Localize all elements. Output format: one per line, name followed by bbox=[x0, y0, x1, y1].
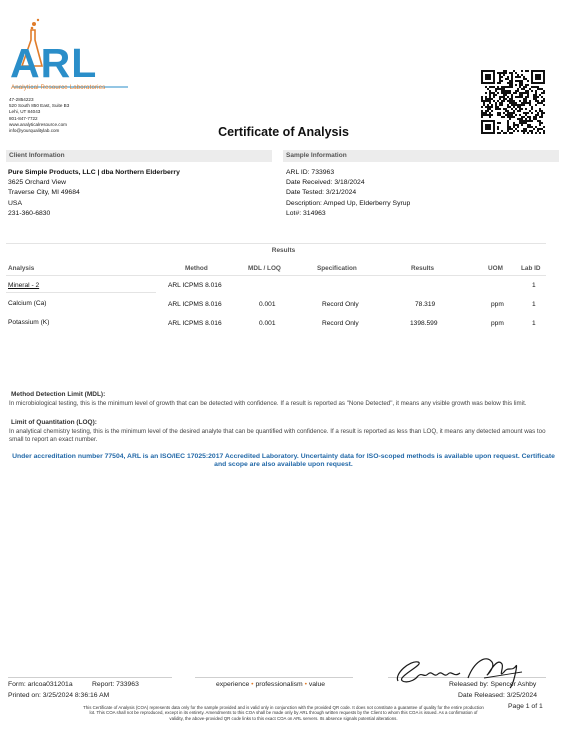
table-cell: 1398.599 bbox=[410, 320, 438, 327]
col-results: Results bbox=[411, 265, 435, 272]
loq-text: In analytical chemistry testing, this is the minimum level of the desired analyte that can be quantified with confidence. If a result is reported as less than LOQ, it means any detected amount was too small to report an exact number. bbox=[9, 428, 546, 443]
col-method: Method bbox=[185, 265, 208, 272]
address-line: 520 South 850 East, Suite B3 bbox=[9, 103, 70, 109]
table-cell: ARL ICPMS 8.016 bbox=[168, 282, 222, 289]
address-line[interactable]: info@yourqualitylab.com bbox=[9, 128, 60, 134]
table-cell: 1 bbox=[532, 282, 536, 289]
table-cell: Calcium (Ca) bbox=[8, 300, 47, 307]
dot-icon: • bbox=[251, 681, 254, 688]
page-number: Page 1 of 1 bbox=[508, 703, 543, 710]
client-info bbox=[8, 168, 180, 219]
sample-info-header: Sample Information bbox=[283, 150, 559, 162]
client-city: Traverse City, MI 49684 bbox=[8, 189, 80, 197]
client-phone: 231-360-6830 bbox=[8, 209, 51, 217]
dot-icon: • bbox=[304, 681, 307, 688]
address-line: 801-847-7722 bbox=[9, 115, 38, 121]
divider bbox=[6, 243, 546, 244]
logo-subtitle: Analytical Resource Laboratories bbox=[11, 85, 106, 91]
address-line[interactable]: www.analyticalresource.com bbox=[9, 121, 67, 127]
client-name: Pure Simple Products, LLC | dba Northern Elderberry bbox=[8, 169, 180, 176]
printed-date: Printed on: 3/25/2024 8:36:16 AM bbox=[8, 692, 110, 699]
mdl-title: Method Detection Limit (MDL): bbox=[11, 391, 106, 398]
table-cell: 0.001 bbox=[259, 301, 276, 308]
table-cell: 1 bbox=[532, 301, 536, 308]
table-cell: ARL ICPMS 8.016 bbox=[168, 320, 222, 327]
col-lab-id: Lab ID bbox=[521, 265, 541, 272]
page-title: Certificate of Analysis bbox=[218, 125, 349, 139]
tagline-word: value bbox=[308, 681, 326, 688]
divider bbox=[6, 292, 156, 293]
sample-info bbox=[286, 168, 410, 219]
sample-arl-id: ARL ID: 733963 bbox=[286, 169, 335, 176]
logo-text: ARL bbox=[10, 40, 98, 86]
col-uom: UOM bbox=[488, 265, 503, 272]
tagline-word: professionalism bbox=[255, 681, 303, 688]
tagline bbox=[216, 681, 325, 688]
address-line: 47-2854223 bbox=[9, 97, 34, 102]
address-line: Lehi, UT 84043 bbox=[9, 109, 41, 115]
sample-lot: Lot#: 314963 bbox=[286, 209, 326, 217]
client-country: USA bbox=[8, 199, 22, 207]
mdl-text: In microbiological testing, this is the minimum level of growth that can be detected with confidence. If a result is reported as "None Detected", it means any visible growth was below this limit. bbox=[9, 400, 527, 407]
results-title: Results bbox=[271, 247, 296, 254]
footer-line bbox=[8, 677, 172, 678]
loq-title: Limit of Quantitation (LOQ): bbox=[11, 419, 97, 426]
table-cell: 78.319 bbox=[415, 301, 436, 308]
table-cell: ppm bbox=[491, 301, 504, 308]
released-by: Released by: Spencer Ashby bbox=[449, 681, 537, 688]
table-cell: Potassium (K) bbox=[8, 319, 50, 326]
table-cell: ARL ICPMS 8.016 bbox=[168, 301, 222, 308]
col-analysis: Analysis bbox=[8, 265, 35, 272]
col-mdl-loq: MDL / LOQ bbox=[248, 265, 281, 272]
tagline-word: experience bbox=[216, 681, 250, 688]
table-cell: 1 bbox=[532, 320, 536, 327]
table-cell: ppm bbox=[491, 320, 504, 327]
col-specification: Specification bbox=[317, 265, 357, 272]
accreditation-statement: Under accreditation number 77504, ARL is an ISO/IEC 17025:2017 Accredited Laboratory. Uncertainty data for ISO-scoped methods is available upon request. Certificate and scope are also available upon request. bbox=[12, 453, 555, 469]
date-released: Date Released: 3/25/2024 bbox=[458, 692, 537, 699]
footer-line bbox=[195, 677, 353, 678]
sample-date-received: Date Received: 3/18/2024 bbox=[286, 179, 365, 187]
sample-description: Description: Amped Up, Elderberry Syrup bbox=[286, 199, 411, 207]
table-cell: Record Only bbox=[322, 320, 359, 327]
table-cell: Mineral - 2 bbox=[8, 282, 40, 289]
disclaimer: This Certificate of Analysis (COA) represents data only for the sample provided and is valid only in conjunction with the provided QR code. It does not constitute a guarantee of quality for the entire production lot. This COA shall not be reproduced, except in its entirety. Amendments to this COA shall be made only by ARL through written requests by the Client to whom this COA is issued. As a confirmation of validity, the above-provided QR code links to this exact COA on ARL servers. Its absence signals potential alterations. bbox=[83, 705, 484, 721]
client-street: 3625 Orchard View bbox=[8, 179, 67, 187]
report-number: Report: 733963 bbox=[92, 681, 139, 688]
client-info-header: Client Information bbox=[6, 150, 272, 162]
table-cell: Record Only bbox=[322, 301, 359, 308]
form-number: Form: arlcoa031201a bbox=[8, 681, 73, 688]
table-cell: 0.001 bbox=[259, 320, 276, 327]
sample-date-tested: Date Tested: 3/21/2024 bbox=[286, 189, 357, 197]
divider bbox=[6, 275, 546, 276]
